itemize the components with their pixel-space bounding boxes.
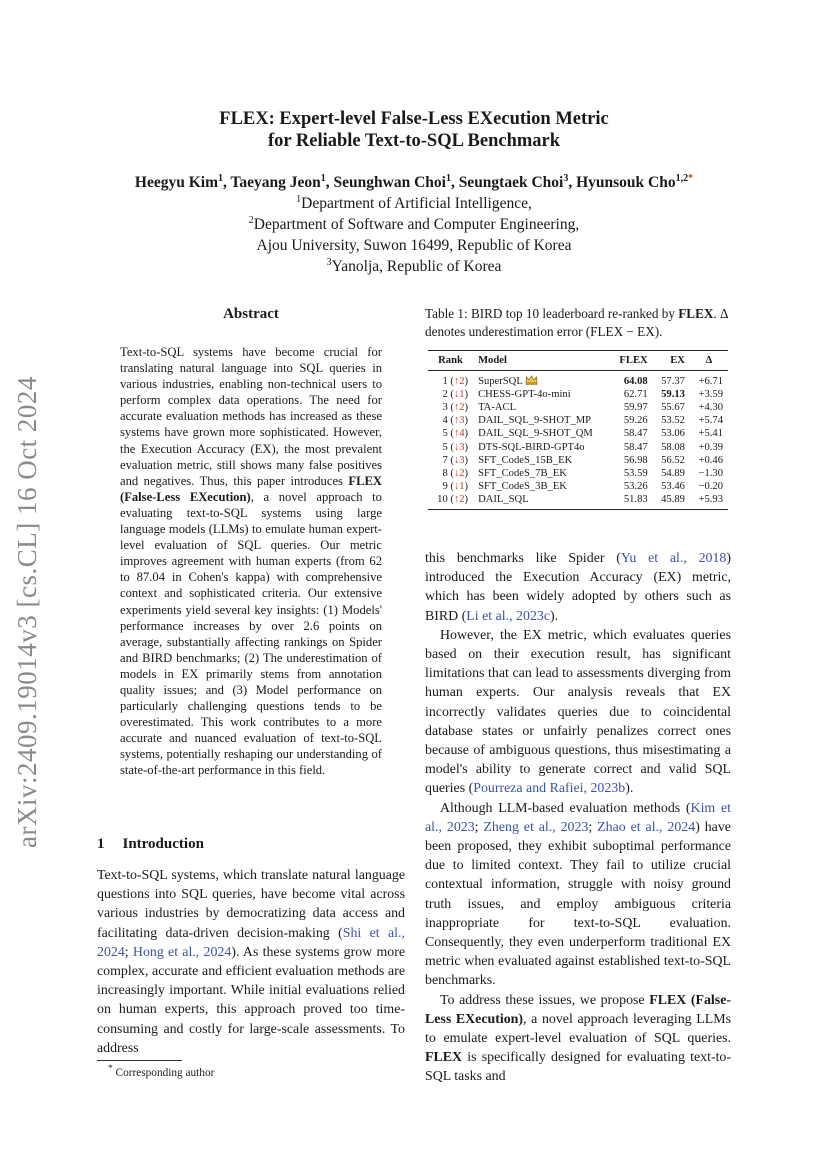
table-row <box>428 401 728 414</box>
text-part: is specifically designed for evaluating text-to-SQL tasks and <box>425 1050 731 1085</box>
model-name: TA-ACL <box>478 402 517 414</box>
cell-ex: 54.89 <box>661 467 685 479</box>
affiliation-sup: 2 <box>248 214 254 226</box>
author-name: Heegyu Kim <box>134 174 218 191</box>
rank-change: ↓3 <box>453 454 465 466</box>
cell-rank: 8 (↓2) <box>442 467 469 479</box>
cell-delta: +4.30 <box>698 402 723 414</box>
footnote-mark: * <box>108 1064 113 1074</box>
table-row <box>428 371 728 389</box>
header-delta: Δ <box>705 355 713 366</box>
affiliation-sup: 3 <box>326 256 332 268</box>
cell-ex: 53.06 <box>661 428 685 440</box>
affiliation <box>0 256 828 277</box>
table-row <box>428 467 728 480</box>
rank-change: ↓1 <box>453 480 465 492</box>
header-model: Model <box>478 355 507 366</box>
cell-model <box>473 427 610 440</box>
cell-delta: +5.93 <box>698 493 723 505</box>
text-part: ; <box>124 944 133 960</box>
table-row <box>428 480 728 493</box>
cell-delta: +5.41 <box>698 428 723 440</box>
cell-flex: 56.98 <box>623 454 648 466</box>
author-affil-sup: 1,2 <box>675 172 689 184</box>
affiliation <box>0 235 828 256</box>
text-bold: FLEX <box>425 1050 463 1066</box>
crown-icon <box>525 375 538 385</box>
right-column-text <box>425 549 731 1087</box>
cell-rank: 4 (↑3) <box>442 415 469 427</box>
citation-link[interactable]: Shi et al., 2024 <box>97 925 405 960</box>
model-name: DAIL_SQL <box>478 493 529 505</box>
cell-flex: 53.59 <box>623 467 648 479</box>
citation-link[interactable]: Kim et al., 2023 <box>425 800 731 835</box>
corresponding-mark: * <box>688 172 694 184</box>
text-part: ). <box>625 781 634 797</box>
title-line-2: for Reliable Text-to-SQL Benchmark <box>267 131 561 151</box>
cell-rank: 5 (↑4) <box>442 428 469 440</box>
cell-flex: 59.97 <box>623 402 648 414</box>
cell-rank: 5 (↓3) <box>442 441 469 453</box>
leaderboard-table-wrap <box>428 350 728 510</box>
cell-flex: 64.08 <box>623 376 648 388</box>
model-name: DAIL_SQL_9-SHOT_MP <box>478 415 592 427</box>
cell-flex: 59.26 <box>623 415 648 427</box>
table-header-row <box>428 351 728 371</box>
text-part: ). As these systems grow more complex, accurate and efficient evaluation methods are increasingly important. While initial evaluations relied on human experts, this approach proved too time-consuming and costly for large-scale assessments. To address <box>97 944 405 1056</box>
cell-model <box>473 401 610 414</box>
author-name: Taeyang Jeon <box>230 174 321 191</box>
model-name: SFT_CodeS_7B_EK <box>478 467 567 479</box>
caption-part: . Δ denotes underestimation error (FLEX − EX). <box>425 306 728 339</box>
table-bottom-rule <box>428 509 728 510</box>
caption-bold: FLEX <box>678 306 714 321</box>
paragraph <box>425 799 731 991</box>
abstract-heading: Abstract <box>223 306 279 322</box>
author-name: Hyunsouk Cho <box>576 174 676 191</box>
cell-ex: 45.89 <box>661 493 685 505</box>
cell-flex: 58.47 <box>623 428 648 440</box>
affiliation-text: Yanolja, Republic of Korea <box>331 258 502 275</box>
paper-title <box>0 108 828 152</box>
rank-value: 4 <box>442 415 448 427</box>
affiliation-sup: 1 <box>296 193 302 205</box>
affiliation-text: Department of Artificial Intelligence, <box>301 195 532 212</box>
cell-ex: 55.67 <box>661 402 685 414</box>
section-title: Introduction <box>122 836 204 852</box>
rank-value: 10 <box>437 493 448 505</box>
rank-value: 7 <box>442 454 448 466</box>
cell-rank: 2 (↓1) <box>442 389 469 401</box>
model-name: CHESS-GPT-4o-mini <box>478 389 571 401</box>
cell-model <box>473 454 610 467</box>
citation-link[interactable]: Hong et al., 2024 <box>132 944 232 960</box>
table-row <box>428 493 728 506</box>
author-affil-sup: 3 <box>563 172 569 184</box>
model-name: SuperSQL <box>478 376 523 388</box>
rank-change: ↓1 <box>453 389 465 401</box>
section-heading-introduction <box>97 836 204 853</box>
cell-delta: +0.46 <box>698 454 723 466</box>
abstract-text <box>120 344 382 779</box>
cell-flex: 53.26 <box>623 480 648 492</box>
affiliation-text: Department of Software and Computer Engineering, <box>253 216 580 233</box>
rank-value: 3 <box>442 402 448 414</box>
affiliation <box>0 193 828 214</box>
rank-value: 5 <box>442 441 448 453</box>
text-part: Although LLM-based evaluation methods ( <box>440 800 691 816</box>
cell-delta: +6.71 <box>698 376 723 388</box>
affiliation <box>0 214 828 235</box>
model-name: SFT_CodeS_15B_EK <box>478 454 573 466</box>
cell-ex: 53.52 <box>661 415 685 427</box>
footnote <box>108 1064 214 1079</box>
cell-model <box>473 467 610 480</box>
text-part: ; <box>474 819 484 835</box>
cell-delta: +0.39 <box>698 441 723 453</box>
rank-change: ↑2 <box>453 376 465 388</box>
table-row <box>428 427 728 440</box>
table-row <box>428 388 728 401</box>
rank-change: ↓2 <box>453 467 465 479</box>
text-part: ) have been proposed, they exhibit suboptimal performance due to limited context. They fail to utilize crucial contextual information, struggle with noisy ground truth issues, and employ ambiguous criteria inappropriate for text-to-SQL evaluation. Consequently, they even underperform traditional EX metric when evaluated against established text-to-SQL benchmarks. <box>425 819 731 989</box>
header-ex: EX <box>670 355 685 366</box>
paragraph <box>425 626 731 799</box>
text-part: ). <box>550 608 559 624</box>
table-body <box>428 371 728 506</box>
author-list: Heegyu Kim$^1$, Taeyang Jeon$^1$, Seunghwan Choi$^1$, Seungtaek Choi$^3$, Hyunsouk Cho$^{1,2*}$ <box>134 172 694 191</box>
cell-model <box>473 414 610 427</box>
abstract-bold: FLEX (False-Less EXecution) <box>120 473 382 504</box>
text-part: However, the EX metric, which evaluates queries based on their execution result, has significant limitations that can lead to assessments diverging from human experts. Our analysis reveals that EX incorrectly validates queries due to coincidental database states or unfairly penalizes correct ones because of ambiguous questions, thus misestimating a model's ability to generate correct and valid SQL queries ( <box>425 627 731 797</box>
cell-model <box>473 388 610 401</box>
cell-model <box>473 371 610 389</box>
cell-delta: +3.59 <box>698 389 723 401</box>
intro-paragraph <box>97 866 405 1058</box>
arxiv-identifier: arXiv:2409.19014v3 [cs.CL] 16 Oct 2024 <box>12 376 42 848</box>
text-part: Text-to-SQL systems, which translate natural language questions into SQL queries, have become vital across various industries by democratizing data access and facilitating data-driven decision-making ( <box>97 868 405 941</box>
cell-delta: −1.30 <box>698 467 723 479</box>
model-name: DTS-SQL-BIRD-GPT4o <box>478 441 585 453</box>
author-affil-sup: 1 <box>445 172 451 184</box>
cell-rank: 1 (↑2) <box>442 376 469 388</box>
leaderboard-table <box>428 350 728 506</box>
text-part: ) introduced the Execution Accuracy (EX) metric, which has been widely adopted by others such as BIRD ( <box>425 551 732 624</box>
cell-flex: 51.83 <box>623 493 648 505</box>
cell-rank: 3 (↑2) <box>442 402 469 414</box>
cell-delta: +5.74 <box>698 415 723 427</box>
header-rank: Rank <box>438 355 463 366</box>
citation-link[interactable]: Pourreza and Rafiei, 2023b <box>473 781 626 797</box>
model-name: SFT_CodeS_3B_EK <box>478 480 567 492</box>
cell-model <box>473 441 610 454</box>
author-name: Seungtaek Choi <box>458 174 564 191</box>
cell-rank: 9 (↓1) <box>442 480 469 492</box>
cell-ex: 57.37 <box>661 376 685 388</box>
rank-change: ↓3 <box>453 441 465 453</box>
citation-link[interactable]: Zhao et al., 2024 <box>597 819 696 835</box>
cell-rank: 7 (↓3) <box>442 454 469 466</box>
rank-change: ↑3 <box>453 415 465 427</box>
title-line-1: FLEX: Expert-level False-Less EXecution Metric <box>219 109 609 129</box>
paragraph <box>425 991 731 1087</box>
abstract-part: Text-to-SQL systems have become crucial for translating natural language into SQL queries in various industries, enabling non-technical users to perform complex data operations. The need for accurate evaluation methods has increased as these systems have grown more sophisticated. However, the Execution Accuracy (EX), the most prevalent evaluation metric, still shows many false positives and negatives. Thus, this paper introduces <box>120 345 382 488</box>
rank-change: ↑4 <box>453 428 465 440</box>
rank-change: ↑2 <box>453 402 465 414</box>
author-affil-sup: 1 <box>217 172 223 184</box>
text-part: To address these issues, we propose <box>440 992 650 1008</box>
cell-delta: −0.20 <box>698 480 723 492</box>
rank-change: ↑2 <box>453 493 465 505</box>
section-number: 1 <box>97 836 105 852</box>
model-name: DAIL_SQL_9-SHOT_QM <box>478 428 593 440</box>
text-part: , a novel approach leveraging LLMs to emulate expert-level evaluation of SQL queries. <box>425 1011 731 1047</box>
rank-value: 5 <box>442 428 448 440</box>
cell-ex: 58.08 <box>661 441 685 453</box>
cell-model <box>473 493 610 506</box>
footnote-rule <box>97 1060 182 1061</box>
cell-rank: 10 (↑2) <box>437 493 469 505</box>
affiliation-text: Ajou University, Suwon 16499, Republic of Korea <box>256 237 572 254</box>
footnote-text: Corresponding author <box>115 1066 215 1079</box>
rank-value: 9 <box>442 480 448 492</box>
author-affil-sup: 1 <box>320 172 326 184</box>
text-part: this benchmarks like Spider ( <box>425 551 621 566</box>
table-row <box>428 414 728 427</box>
cell-ex: 53.46 <box>661 480 685 492</box>
author-block <box>0 172 828 277</box>
abstract-part: , a novel approach to evaluating text-to-SQL systems using large language models (LLMs) to emulate human expert-level evaluation of SQL queries. Our metric improves agreement with human experts (from 62 to 87.04 in Cohen's kappa) with comprehensive context and sophisticated criteria. Our extensive experiments yield several key insights: (1) Models' performance increases by over 2.6 points on average, substantially affecting rankings on Spider and BIRD benchmarks; (2) The underestimation of models in EX primarily stems from annotation quality issues; and (3) Model performance on particularly challenging questions tends to be overestimated. This work contributes to a more accurate and nuanced evaluation of text-to-SQL systems, potentially reshaping our understanding of state-of-the-art performance in this field. <box>120 489 382 778</box>
paragraph <box>425 549 731 626</box>
rank-value: 2 <box>442 389 448 401</box>
text-bold: FLEX (False-Less EXecution) <box>425 992 731 1027</box>
citation-link[interactable]: Yu et al., 2018 <box>620 551 727 566</box>
caption-part: Table 1: BIRD top 10 leaderboard re-ranked by <box>425 306 679 321</box>
table-caption <box>425 305 735 340</box>
table-row <box>428 454 728 467</box>
cell-flex: 58.47 <box>623 441 648 453</box>
cell-flex: 62.71 <box>623 389 648 401</box>
rank-value: 1 <box>442 376 448 388</box>
author-name: Seunghwan Choi <box>333 174 446 191</box>
citation-link[interactable]: Zheng et al., 2023 <box>483 819 589 835</box>
rank-value: 8 <box>442 467 448 479</box>
cell-model <box>473 480 610 493</box>
citation-link[interactable]: Li et al., 2023c <box>466 608 551 624</box>
cell-ex: 59.13 <box>661 389 685 401</box>
table-row <box>428 441 728 454</box>
text-part: ; <box>588 819 598 835</box>
cell-ex: 56.52 <box>661 454 685 466</box>
header-flex: FLEX <box>619 355 648 366</box>
